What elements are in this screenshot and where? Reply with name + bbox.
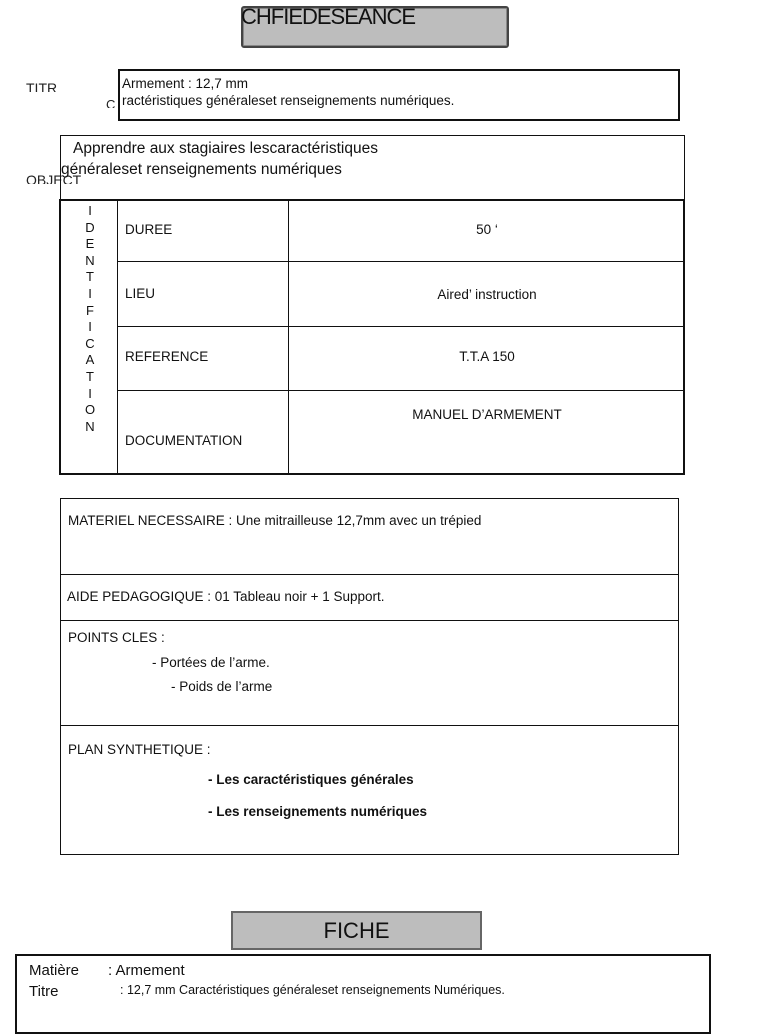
points-cles-section <box>61 621 678 726</box>
aide-text: AIDE PEDAGOGIQUE : 01 Tableau noir + 1 Support. <box>67 589 385 604</box>
aide-section <box>61 575 678 621</box>
table-row-duree <box>118 201 685 262</box>
identification-letter: I <box>88 319 92 335</box>
identification-letter: T <box>86 368 94 384</box>
reference-label: REFERENCE <box>125 349 209 364</box>
materiel-text: MATERIEL NECESSAIRE : Une mitrailleuse 12,7mm avec un trépied <box>68 513 482 528</box>
identification-letter: D <box>85 219 95 235</box>
materiel-section <box>61 499 678 575</box>
footer-box <box>15 954 711 1034</box>
titre-line-2: ractéristiques généraleset renseignements numériques. <box>122 93 455 108</box>
identification-letter: E <box>85 236 95 252</box>
identification-letter: A <box>85 352 95 368</box>
lieu-value: Aired’ instruction <box>437 287 537 302</box>
lieu-label: LIEU <box>125 286 156 301</box>
plan-title: PLAN SYNTHETIQUE : <box>68 742 211 757</box>
duree-value: 50 ‘ <box>476 222 498 237</box>
documentation-value: MANUEL D’ARMEMENT <box>412 407 562 422</box>
identification-letter: F <box>86 302 94 318</box>
documentation-label: DOCUMENTATION <box>125 433 243 448</box>
fiche-banner: FICHE <box>231 911 482 950</box>
reference-value: T.T.A 150 <box>459 349 515 364</box>
plan-item-1: - Les caractéristiques générales <box>208 772 414 787</box>
identification-letter: T <box>86 269 94 285</box>
identification-table <box>59 199 685 475</box>
titre-label: TITR <box>26 80 58 92</box>
matiere-value: : Armement <box>108 962 185 979</box>
matiere-label: Matière <box>29 962 80 979</box>
duree-label: DUREE <box>125 222 173 237</box>
identification-letter: N <box>85 418 95 434</box>
table-row-reference <box>118 327 685 391</box>
identification-vertical-label <box>61 201 118 473</box>
points-cles-title: POINTS CLES : <box>68 630 165 645</box>
identification-letter: I <box>88 385 92 401</box>
objectif-box <box>60 135 685 200</box>
footer-titre-label: Titre <box>29 983 59 1000</box>
footer-titre-value: : 12,7 mm Caractéristiques généraleset renseignements Numériques. <box>120 983 505 997</box>
objectif-line-2: généraleset renseignements numériques <box>61 161 342 178</box>
table-row-lieu <box>118 262 685 327</box>
points-cles-item-1: - Portées de l’arme. <box>152 655 270 670</box>
titre-line-1: Armement : 12,7 mm <box>122 76 249 91</box>
identification-letter: C <box>85 335 95 351</box>
identification-letters <box>81 203 99 435</box>
identification-letter: O <box>84 402 96 418</box>
titre-label-fragment: C <box>106 98 116 108</box>
info-table <box>60 498 679 855</box>
identification-letter: I <box>88 203 92 218</box>
plan-section <box>61 726 678 854</box>
header-title: CHFIEDESEANCE <box>241 4 416 29</box>
points-cles-item-2: - Poids de l’arme <box>171 679 273 694</box>
objectif-label: OBJECT <box>26 172 82 184</box>
identification-letter: N <box>85 252 95 268</box>
titre-box <box>118 69 680 121</box>
table-row-documentation <box>118 391 685 475</box>
identification-letter: I <box>88 285 92 301</box>
plan-item-2: - Les renseignements numériques <box>208 804 428 819</box>
objectif-line-1: Apprendre aux stagiaires lescaractéristiques <box>73 140 378 157</box>
